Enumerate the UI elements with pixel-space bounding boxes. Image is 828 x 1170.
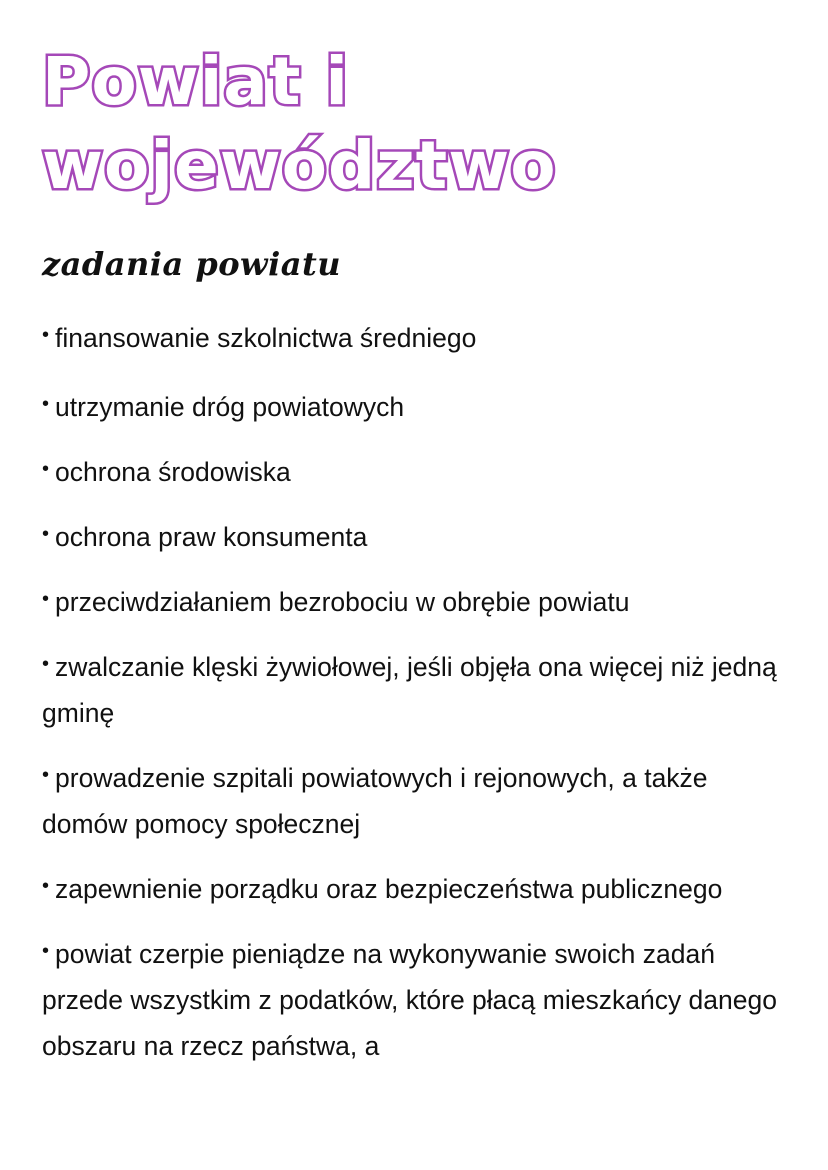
page-title bbox=[42, 40, 557, 208]
section-heading: zadania powiatu bbox=[42, 245, 342, 283]
list-item-text: zwalczanie klęski żywiołowej, jeśli objęła ona więcej niż jedną gminę bbox=[42, 652, 777, 728]
list-item-text: utrzymanie dróg powiatowych bbox=[55, 392, 405, 422]
bullet-icon: • bbox=[42, 324, 50, 346]
list-item bbox=[42, 312, 782, 361]
list-item bbox=[42, 752, 782, 847]
list-item-text: powiat czerpie pieniądze na wykonywanie swoich zadań przede wszystkim z podatków, które płacą mieszkańcy danego obszaru na rzecz państwa, a bbox=[42, 939, 777, 1061]
list-item-text: prowadzenie szpitali powiatowych i rejonowych, a także domów pomocy społecznej bbox=[42, 763, 708, 839]
bullet-icon: • bbox=[42, 875, 50, 897]
list-item bbox=[42, 863, 782, 912]
list-item bbox=[42, 511, 782, 560]
title-line-2: województwo bbox=[42, 127, 557, 204]
bullet-icon: • bbox=[42, 393, 50, 415]
bullet-icon: • bbox=[42, 940, 50, 962]
task-list bbox=[42, 312, 782, 1085]
list-item-text: finansowanie szkolnictwa średniego bbox=[55, 323, 477, 353]
list-item-text: ochrona praw konsumenta bbox=[55, 522, 368, 552]
bullet-icon: • bbox=[42, 653, 50, 675]
bullet-icon: • bbox=[42, 458, 50, 480]
bullet-icon: • bbox=[42, 523, 50, 545]
bullet-icon: • bbox=[42, 588, 50, 610]
list-item bbox=[42, 446, 782, 495]
list-item bbox=[42, 576, 782, 625]
list-item-text: przeciwdziałaniem bezrobociu w obrębie powiatu bbox=[55, 587, 630, 617]
list-item bbox=[42, 381, 782, 430]
list-item bbox=[42, 928, 782, 1069]
bullet-icon: • bbox=[42, 764, 50, 786]
title-line-1: Powiat i bbox=[42, 43, 349, 120]
list-item-text: zapewnienie porządku oraz bezpieczeństwa publicznego bbox=[55, 874, 723, 904]
list-item-text: ochrona środowiska bbox=[55, 457, 291, 487]
list-item bbox=[42, 641, 782, 736]
